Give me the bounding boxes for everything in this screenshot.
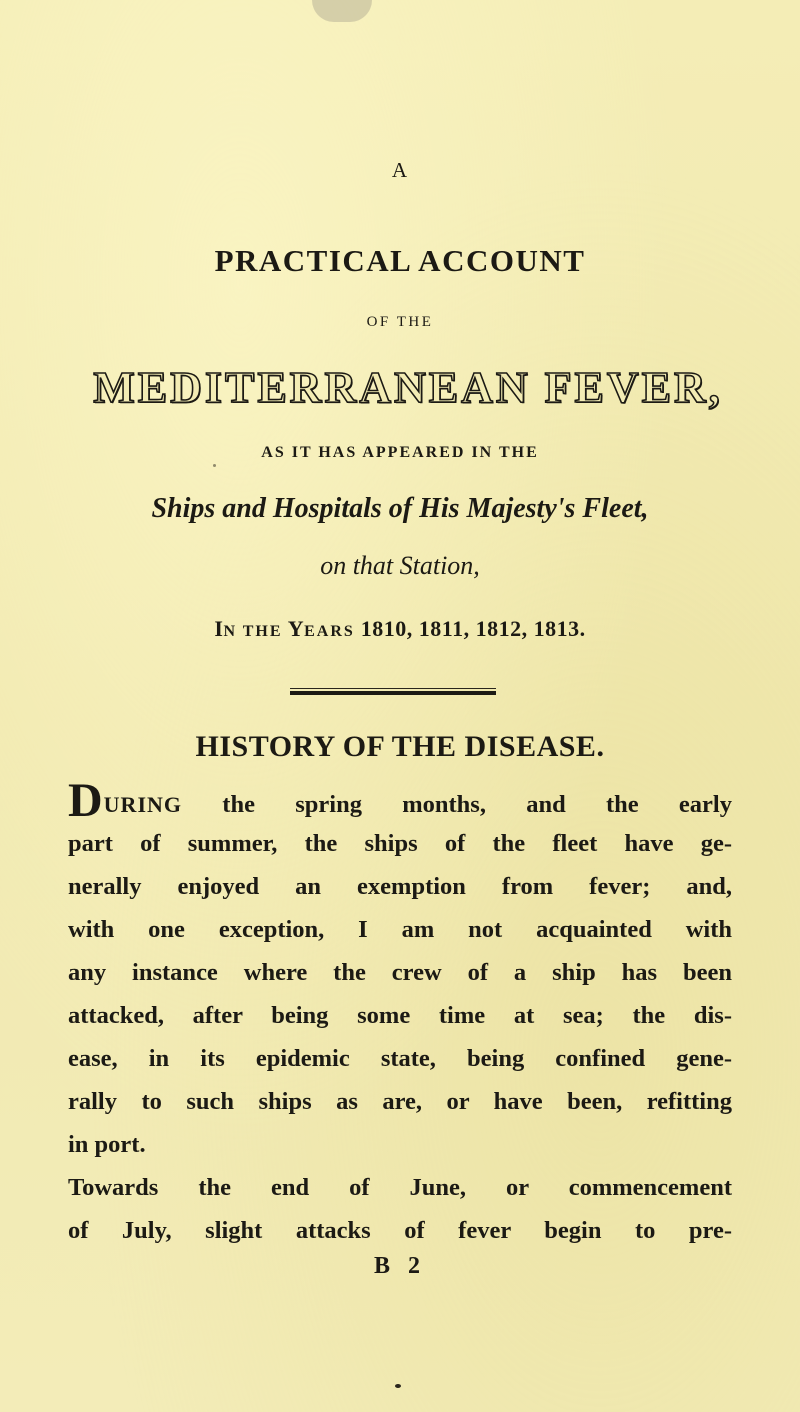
section-divider-rule (290, 688, 496, 696)
drop-cap: D (68, 774, 103, 827)
body-paragraph (68, 774, 732, 1252)
years-values: 1810, 1811, 1812, 1813. (354, 616, 586, 641)
divider-thin-line (290, 688, 496, 689)
text-line: ease, in its epidemic state, being confined gene- (68, 1045, 732, 1072)
title-line-practical-account: PRACTICAL ACCOUNT (214, 243, 586, 278)
text-line: Towards the end of June, or commencement (68, 1174, 732, 1201)
years-small-caps-n-the: N THE (223, 623, 283, 640)
divider-thick-line (290, 691, 496, 695)
title-article: A (391, 158, 409, 182)
subtitle-as-it-has-appeared: AS IT HAS APPEARED IN THE (261, 444, 539, 461)
text-line: any instance where the crew of a ship has been (68, 959, 732, 986)
text-line: nerally enjoyed an exemption from fever; and, (68, 873, 732, 900)
section-heading: HISTORY OF THE DISEASE. (195, 730, 605, 763)
text-line: with one exception, I am not acquainted with (68, 916, 732, 943)
years-small-caps-ears: EARS (304, 623, 355, 640)
subtitle-years (0, 616, 800, 642)
page-speck (395, 1384, 401, 1388)
drop-cap-rest: URING (103, 792, 183, 817)
page-stain-mark (312, 0, 372, 22)
years-cap-y: Y (282, 616, 305, 641)
text-line-content: the spring months, and the early (182, 791, 732, 818)
title-line-mediterranean-fever: MEDITERRANEAN FEVER, (93, 363, 723, 412)
text-line: rally to such ships as are, or have been, refitting (68, 1088, 732, 1115)
title-of-the: OF THE (366, 314, 434, 330)
text-line: part of summer, the ships of the fleet have ge- (68, 830, 732, 857)
text-line: in port. (68, 1131, 146, 1158)
signature-mark: B 2 (373, 1253, 426, 1279)
text-line: of July, slight attacks of fever begin to pre- (68, 1217, 732, 1244)
years-cap-i: I (214, 616, 224, 641)
subtitle-on-that-station: on that Station, (320, 551, 480, 580)
text-line (68, 774, 732, 827)
subtitle-ships-and-hospitals: Ships and Hospitals of His Majesty's Fleet, (151, 493, 649, 524)
text-line: attacked, after being some time at sea; the dis- (68, 1002, 732, 1029)
page-speck (213, 464, 216, 467)
